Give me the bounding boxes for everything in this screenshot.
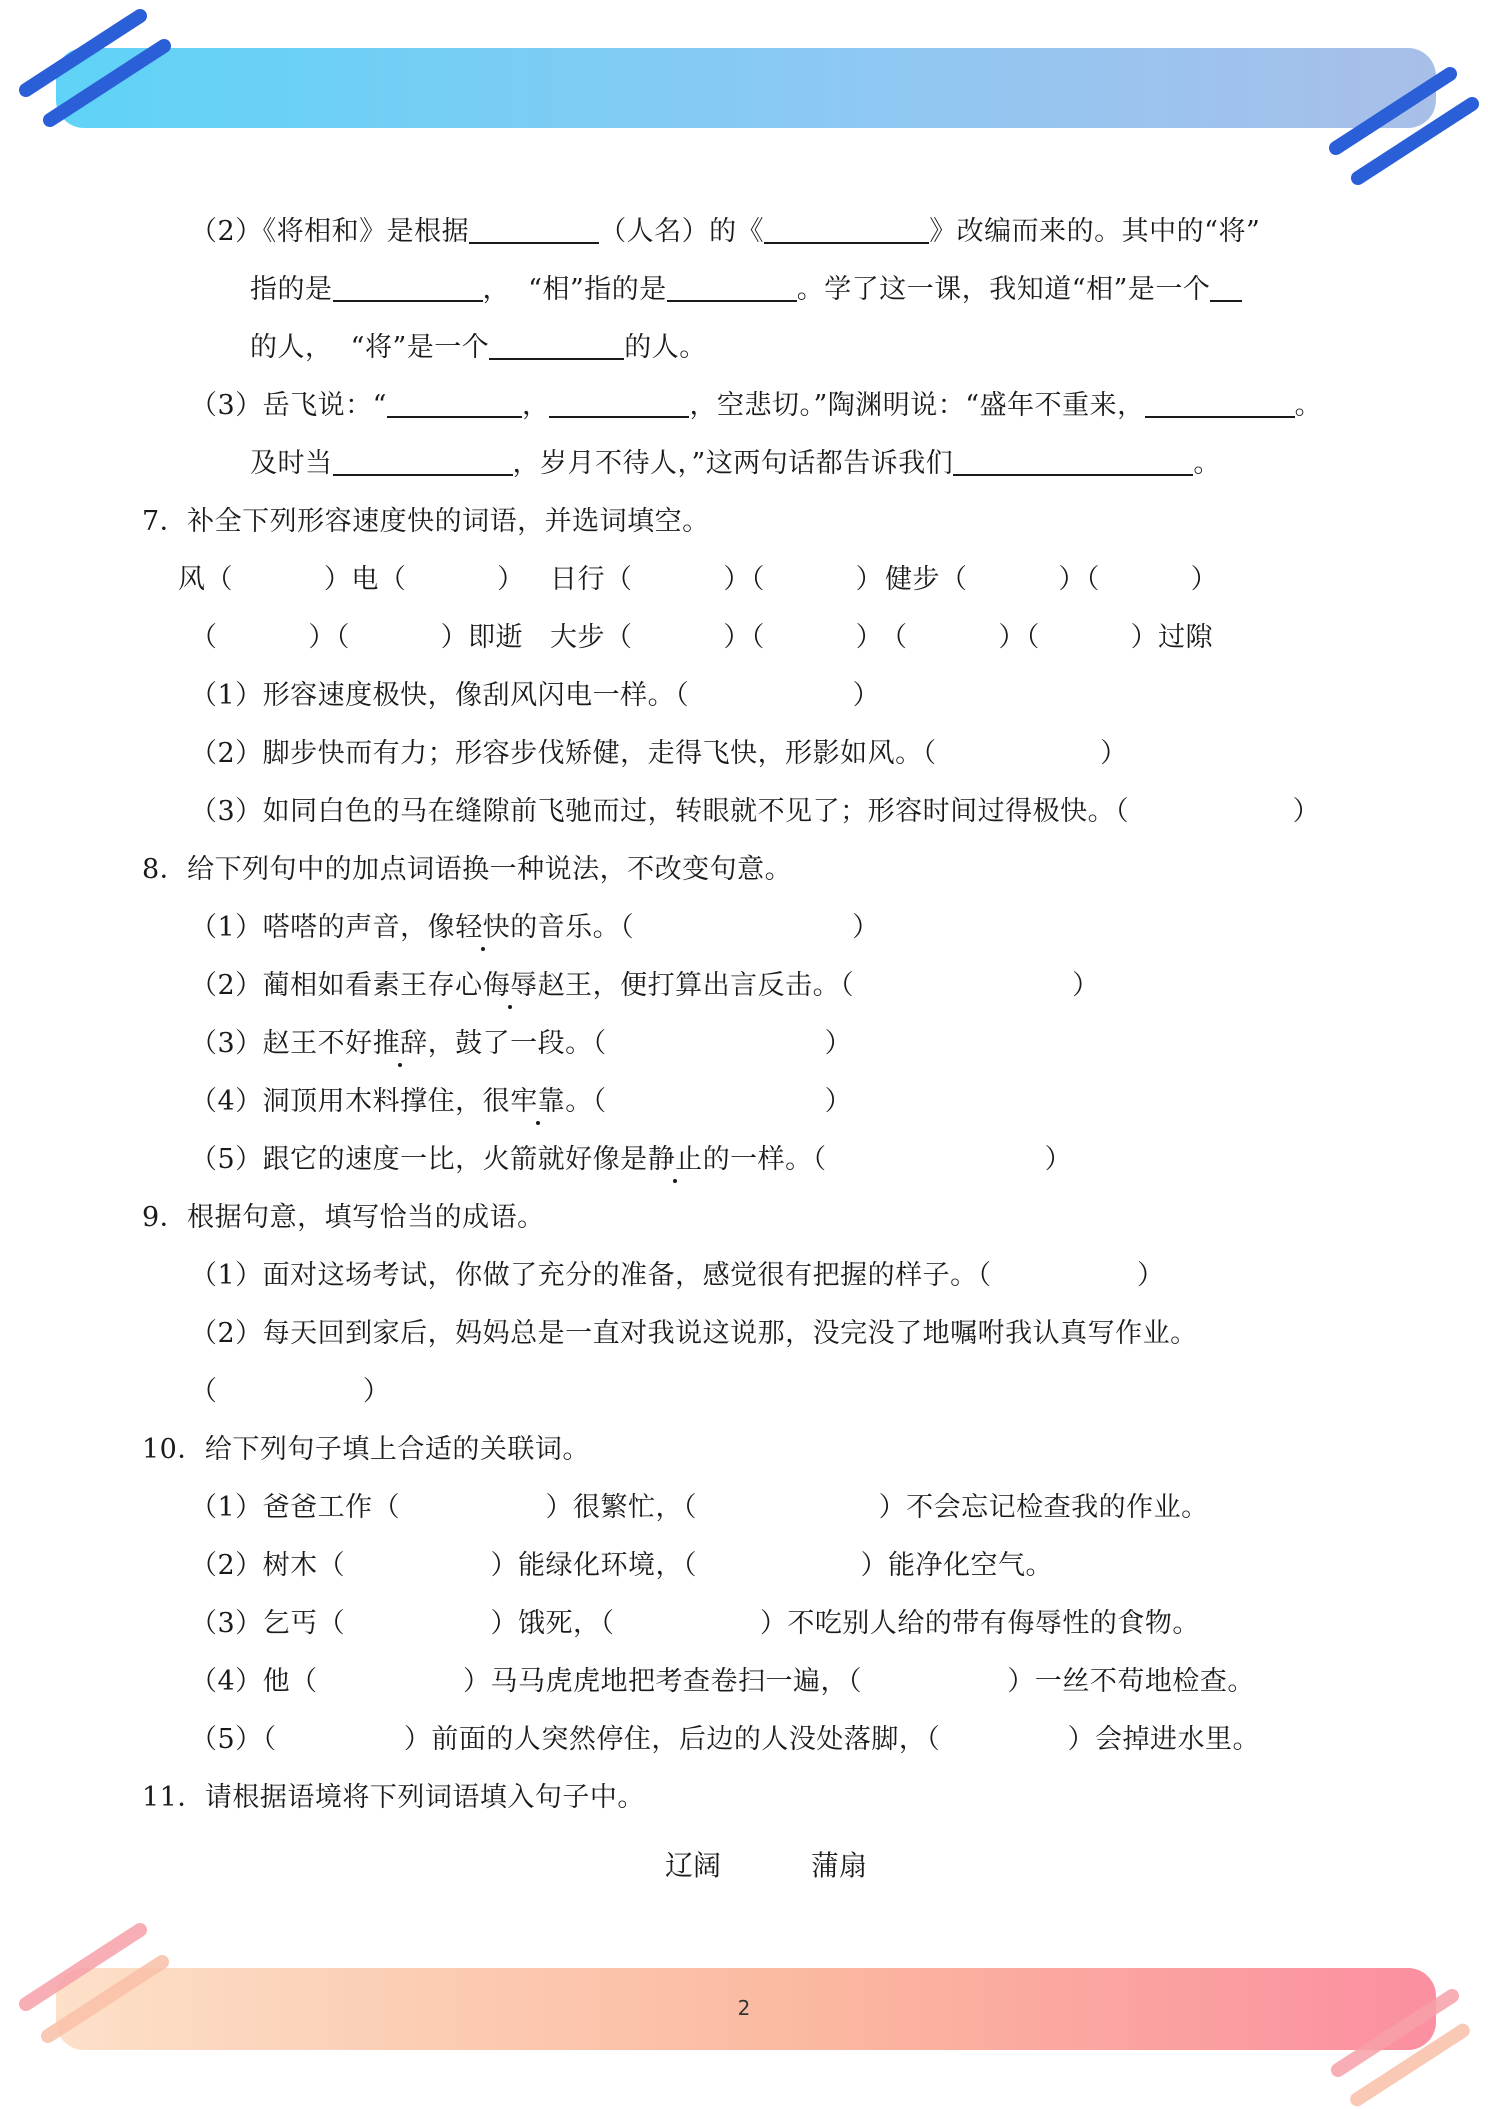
answer-blank[interactable]: [953, 444, 1193, 476]
q7-idiom-6: （ ）（ ）过隙: [880, 622, 1214, 653]
q11-word-bank: [665, 1846, 957, 1886]
q7-idiom-2: 日行（ ）（ ）: [550, 564, 884, 595]
answer-blank[interactable]: [549, 386, 689, 418]
page-number: 2: [737, 1996, 751, 2020]
q7-idiom-4: （ ）（ ）即逝: [190, 622, 524, 653]
q7-title: 7．补全下列形容速度快的词语，并选词填空。: [142, 506, 710, 537]
q10-title: 10．给下列句子填上合适的关联词。: [142, 1434, 590, 1465]
q10-item-1: （1）爸爸工作（ ）很繁忙，（ ）不会忘记检查我的作业。: [190, 1492, 1209, 1523]
q6-item-3-line-1: （3）岳飞说：“ ， ，空悲切。”陶渊明说：“盛年不重来， 。: [190, 386, 1322, 426]
answer-blank[interactable]: [333, 444, 513, 476]
dotted-word: 侮辱: [482, 970, 538, 1001]
word-bank-item: 蒲扇: [811, 1849, 868, 1882]
answer-blank[interactable]: [469, 212, 599, 244]
q8-item-4: （4）洞顶用木料撑住，很牢靠。（ ）: [190, 1086, 853, 1117]
q8-item-3: （3）赵王不好推辞，鼓了一段。（ ）: [190, 1028, 853, 1059]
q8-item-1: （1）嗒嗒的声音，像轻快的音乐。（ ）: [190, 912, 880, 943]
q9-item-1: （1）面对这场考试，你做了充分的准备，感觉很有把握的样子。（ ）: [190, 1260, 1165, 1291]
q9-title: 9．根据句意，填写恰当的成语。: [142, 1202, 545, 1233]
answer-blank[interactable]: [387, 386, 522, 418]
answer-blank[interactable]: [764, 212, 929, 244]
answer-blank[interactable]: [667, 270, 797, 302]
q7-item-1: （1）形容速度极快，像刮风闪电一样。（ ）: [190, 680, 881, 711]
answer-blank[interactable]: [333, 270, 483, 302]
header-banner: [56, 48, 1436, 128]
q6-item-3-line-2: 及时当 ，岁月不待人，”这两句话都告诉我们 。: [250, 444, 1221, 484]
q7-item-2: （2）脚步快而有力；形容步伐矫健，走得飞快，形影如风。（ ）: [190, 738, 1128, 769]
answer-blank[interactable]: [1145, 386, 1295, 418]
dotted-word: 推辞: [372, 1028, 428, 1059]
q9-item-2: （2）每天回到家后，妈妈总是一直对我说这说那，没完没了地嘱咐我认真写作业。: [190, 1318, 1198, 1349]
q11-title: 11．请根据语境将下列词语填入句子中。: [142, 1782, 645, 1813]
q7-idiom-1: 风（ ）电（ ）: [178, 564, 525, 595]
dotted-word: 静止: [647, 1144, 703, 1175]
q7-idiom-3: 健步（ ）（ ）: [885, 564, 1219, 595]
q6-item-2-line-3: 的人， “将”是一个 的人。: [250, 328, 707, 368]
q8-item-5: （5）跟它的速度一比，火箭就好像是静止的一样。（ ）: [190, 1144, 1073, 1175]
dotted-word: 轻快: [455, 912, 511, 943]
q10-item-2: （2）树木（ ）能绿化环境，（ ）能净化空气。: [190, 1550, 1053, 1581]
q6-item-2-line-1: （2）《将相和》是根据 （人名）的《 》改编而来的。其中的“将”: [190, 212, 1260, 252]
q7-idiom-5: 大步（ ）（ ）: [550, 622, 884, 653]
q10-item-5: （5）（ ）前面的人突然停住，后边的人没处落脚，（ ）会掉进水里。: [190, 1724, 1260, 1755]
dotted-word: 牢靠: [510, 1086, 566, 1117]
q6-item-2-line-2: 指的是 ， “相”指的是 。学了这一课，我知道“相”是一个: [250, 270, 1242, 310]
q8-title: 8．给下列句中的加点词语换一种说法，不改变句意。: [142, 854, 793, 885]
q10-item-3: （3）乞丐（ ）饿死，（ ）不吃别人给的带有侮辱性的食物。: [190, 1608, 1200, 1639]
q10-item-4: （4）他（ ）马马虎虎地把考查卷扫一遍，（ ）一丝不苟地检查。: [190, 1666, 1255, 1697]
q8-item-2: （2）蔺相如看素王存心侮辱赵王，便打算出言反击。（ ）: [190, 970, 1100, 1001]
word-bank-item: 辽阔: [665, 1849, 722, 1882]
answer-blank[interactable]: [1210, 270, 1242, 302]
q7-item-3: （3）如同白色的马在缝隙前飞驰而过，转眼就不见了；形容时间过得极快。（ ）: [190, 796, 1321, 827]
q9-item-2-answer: （ ）: [190, 1376, 391, 1407]
answer-blank[interactable]: [489, 328, 624, 360]
